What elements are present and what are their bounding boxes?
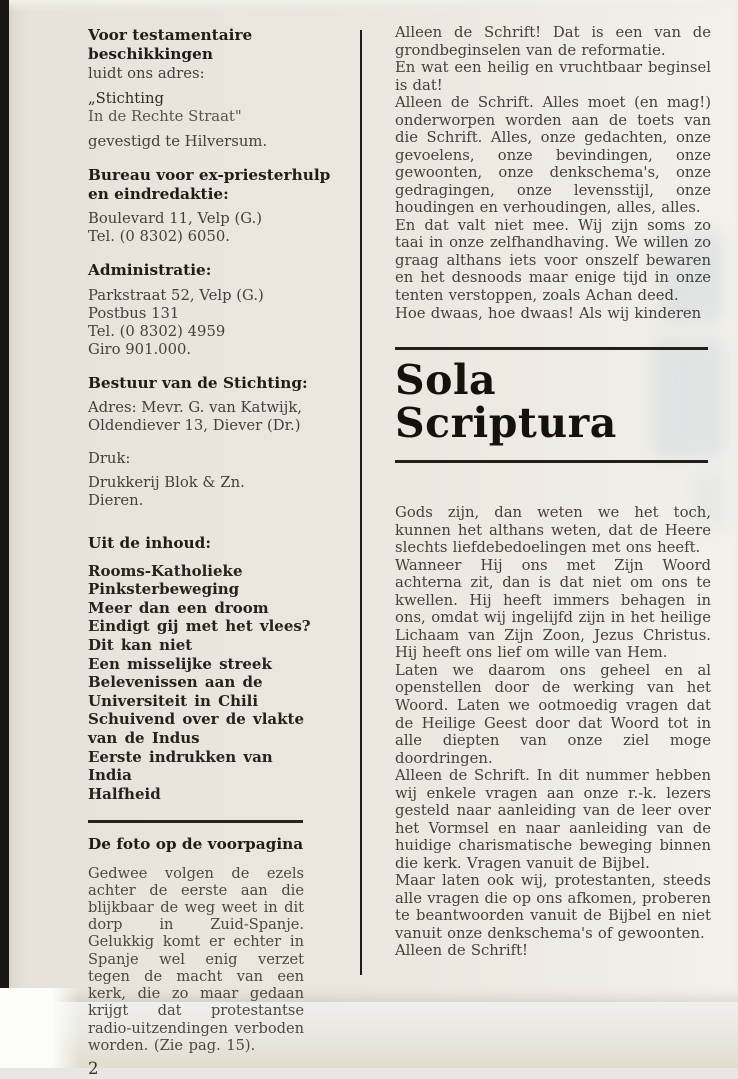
printer-name: Drukkerij Blok & Zn. <box>88 474 245 492</box>
contents-item: Halfheid <box>88 784 161 803</box>
org-location: gevestigd te Hilversum. <box>88 132 268 150</box>
section-bestuur <box>88 374 346 435</box>
section-testament <box>88 26 346 151</box>
contents-item: Belevenissen aan de Universiteit in Chili <box>88 673 263 710</box>
paragraph: En wat een heilig en vruchtbaar beginsel is dat! <box>395 59 711 94</box>
admin-address <box>88 287 346 359</box>
paragraph: En dat valt niet mee. Wij zijn soms zo taai in onze zelfhandhaving. We willen zo graag althans iets voor onszelf bewaren en het desnoods maar enige tijd in onze tenten verstoppen, zoals Achan deed. <box>395 216 711 304</box>
left-column-colophon <box>88 26 346 1079</box>
section-druk <box>88 450 346 510</box>
title-rule-top <box>395 347 708 350</box>
binding-spine-strip <box>0 0 9 988</box>
paragraph: Wanneer Hij ons met Zijn Woord achterna zit, dan is dat niet om ons te kwellen. Hij heeft immers behagen in ons, omdat wij ingelijfd zijn in het heilige Lichaam van Zijn Zoon, Jezus Christus. Hij heeft ons lief om wille van Hem. <box>395 556 711 662</box>
address-line: Parkstraat 52, Velp (G.) <box>88 286 264 304</box>
photo-caption: Gedwee volgen de ezels achter de eerste aan die blijkbaar de weg weet in dit dorp in Zuid-Spanje. Gelukkig komt er echter in Spanje wel enig verzet tegen de macht van een kerk, die zo maar gedaan krijgt dat protestantse radio-uitzendingen verboden worden. (Zie pag. 15). <box>88 864 304 1054</box>
section-heading: Bestuur van de Stichting: <box>88 373 308 392</box>
column-divider-rule <box>360 30 362 975</box>
printer-info <box>88 474 346 510</box>
contents-item: Eindigt gij met het vlees? <box>88 617 311 636</box>
paragraph: Gods zijn, dan weten we het toch, kunnen het althans weten, dat de Heere slechts liefdebedoelingen met ons heeft. <box>395 504 711 557</box>
page-number: 2 <box>88 1058 99 1078</box>
paragraph: Alleen de Schrift. In dit nummer hebben wij enkele vragen aan onze r.-k. lezers gesteld naar aanleiding van de leer over het Vormsel en naar aanleiding van de huidige charismatische beweging binnen die kerk. Vragen vanuit de Bijbel. <box>395 767 711 872</box>
address-line: Oldendiever 13, Diever (Dr.) <box>88 417 301 435</box>
article-title: Sola Scriptura <box>395 356 617 448</box>
contents-item: Een misselijke streek <box>88 654 272 673</box>
paragraph: Hoe dwaas, hoe dwaas! Als wij kinderen <box>395 304 702 322</box>
address-line: Adres: Mevr. G. van Katwijk, <box>88 399 302 417</box>
paragraph: Laten we daarom ons geheel en al openstellen door de werking van het Woord. Laten we ootmoedig vragen dat de Heilige Geest door dat Woord tot in alle diepten van onze ziel moge doordringen. <box>395 661 711 767</box>
contents-item: Meer dan een droom <box>88 598 269 617</box>
section-heading: Voor testamentaire beschikkingen <box>88 26 253 64</box>
pobox-line: Postbus 131 <box>88 304 180 322</box>
contents-item: Schuivend over de vlakte van de Indus <box>88 710 304 747</box>
section-contents <box>88 534 346 803</box>
article-body <box>395 504 711 960</box>
paragraph: Alleen de Schrift! <box>395 942 528 960</box>
right-column-article <box>395 24 711 960</box>
paragraph: Alleen de Schrift! Dat is een van de grondbeginselen van de reformatie. <box>395 24 711 59</box>
testament-intro: luidt ons adres: <box>88 64 205 82</box>
section-rule <box>88 820 303 823</box>
org-name-line2: In de Rechte Straat" <box>88 107 242 125</box>
printer-city: Dieren. <box>88 492 144 510</box>
phone-line: Tel. (0 8302) 6050. <box>88 228 231 246</box>
contents-list <box>88 562 314 804</box>
address-line: Boulevard 11, Velp (G.) <box>88 210 263 228</box>
scan-corner <box>0 988 80 1068</box>
section-heading: Bureau voor ex-priesterhulp en eindredaktie: <box>88 165 331 203</box>
paragraph: Maar laten ook wij, protestanten, steeds alle vragen die op ons afkomen, proberen te beantwoorden vanuit de Bijbel en niet vanuit onze denkschema's of gewoonten. <box>395 872 711 942</box>
section-heading: Administratie: <box>88 261 212 280</box>
section-heading: Druk: <box>88 450 131 468</box>
section-bureau <box>88 166 346 247</box>
intro-text <box>395 24 711 322</box>
bestuur-address <box>88 399 346 435</box>
contents-item: Rooms-Katholieke Pinksterbeweging <box>88 561 243 599</box>
photo-heading: De foto op de voorpagina <box>88 835 304 854</box>
contents-item: Eerste indrukken van India <box>88 747 273 785</box>
giro-line: Giro 901.000. <box>88 340 192 358</box>
section-administratie <box>88 261 346 358</box>
title-rule-bottom <box>395 460 708 463</box>
paragraph: Alleen de Schrift. Alles moet (en mag!) onderworpen worden aan de toets van die Schrift. Alles, onze gedachten, onze gevoelens, onze bevindingen, onze gewoonten, onze denkschema's, onze gedragingen, onze levensstijl, onze houdingen en verhoudingen, alles, alles. <box>395 94 711 217</box>
org-name-line1: „Stichting <box>88 89 164 107</box>
contents-item: Dit kan niet <box>88 635 193 654</box>
contents-heading: Uit de inhoud: <box>88 534 212 553</box>
phone-line: Tel. (0 8302) 4959 <box>88 322 226 340</box>
bureau-address <box>88 210 346 246</box>
